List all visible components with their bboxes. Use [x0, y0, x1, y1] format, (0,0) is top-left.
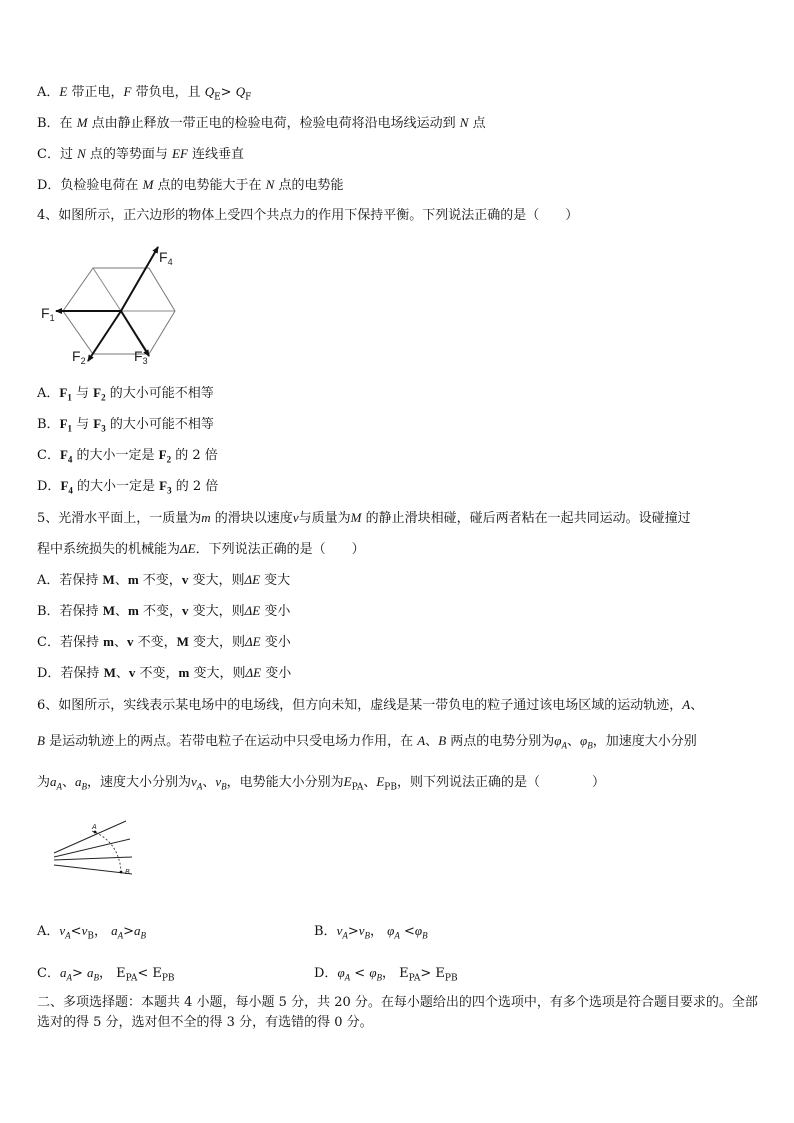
q5-option-a: A．若保持 M、m 不变，v 变大，则ΔE 变大 — [37, 572, 291, 588]
q4-option-b: B．$F_1$ 与 $F_3$ 的大小可能不相等 — [37, 416, 214, 434]
label-f3: $F_3$ — [134, 348, 148, 366]
label-f4: $F_4$ — [159, 249, 173, 267]
point-a-label: A — [92, 824, 97, 831]
q6-option-a: A．$v_A<v_B$， $a_A>a_B$ — [37, 923, 147, 942]
prev-option-d: D．负检验电荷在 M 点的电势能大于在 N 点的电势能 — [37, 177, 344, 193]
prev-option-b: B．在 M 点由静止释放一带正电的检验电荷，检验电荷将沿电场线运动到 N 点 — [37, 115, 486, 131]
q4-option-a: A．$F_1$ 与 $F_2$ 的大小可能不相等 — [37, 385, 214, 403]
q4-option-c: C．$F_4$ 的大小一定是 $F_2$ 的 2 倍 — [37, 447, 218, 465]
hexagon-force-diagram — [37, 240, 187, 368]
q6-option-c: C．$a_A> a_B$， $E_{PA}< E_{PB}$ — [37, 965, 175, 984]
prev-option-a: A．E 带正电，F 带负电，且 $Q_E> Q_F$ — [37, 84, 252, 103]
q6-stem-line1: 6、如图所示，实线表示某电场中的电场线，但方向未知，虚线是某一带负电的粒子通过该电场区域的运动轨迹，A、 — [37, 697, 704, 713]
q5-stem-line2: 程中系统损失的机械能为ΔE．下列说法正确的是（ ） — [37, 541, 365, 557]
q5-option-c: C．若保持 m、v 不变，M 变大，则ΔE 变小 — [37, 634, 291, 650]
force-f4-arrow — [121, 247, 158, 311]
q6-stem-line2: B 是运动轨迹上的两点。若带电粒子在运动中只受电场力作用，在 A、B 两点的电势分别为$\varphi_A$、$\varphi_B$，加速度大小分别 — [37, 733, 697, 751]
q5-option-d: D．若保持 M、v 不变，m 变大，则ΔE 变小 — [37, 665, 292, 681]
section-two-instructions: 二、多项选择题：本题共 4 小题，每小题 5 分，共 20 分。在每小题给出的四个选项中，有多个选项是符合题目要求的。全部选对的得 5 分，选对但不全的得 3 分，有选错的得 0 分。 — [37, 995, 758, 1030]
point-a-marker — [94, 831, 97, 834]
label-f1: $F_1$ — [41, 305, 55, 323]
label-f2: $F_2$ — [72, 348, 86, 366]
prev-option-c: C．过 N 点的等势面与 EF 连线垂直 — [37, 146, 245, 162]
q6-stem-line3: 为$a_A$、$a_B$，速度大小分别为$v_A$、$v_B$，电势能大小分别为$E_{PA}$、$E_{PB}$，则下列说法正确的是（ ） — [37, 774, 605, 793]
q4-option-d: D．$F_4$ 的大小一定是 $F_3$ 的 2 倍 — [37, 478, 219, 496]
point-b-label: B — [125, 869, 130, 876]
field-line — [54, 857, 132, 860]
particle-trajectory — [92, 831, 121, 870]
point-b-marker — [120, 871, 123, 874]
q4-stem: 4、如图所示，正六边形的物体上受四个共点力的作用下保持平衡。下列说法正确的是（ ） — [37, 208, 579, 223]
electric-field-diagram — [50, 815, 140, 887]
q5-stem-line1: 5、光滑水平面上，一质量为m 的滑块以速度v与质量为M 的静止滑块相碰，碰后两者粘在一起共同运动。设碰撞过 — [37, 510, 691, 526]
q6-option-d: D．$\varphi_A < \varphi_B$， $E_{PA}> E_{PB}$ — [314, 965, 458, 984]
q6-option-b: B．$v_A>v_B$， $\varphi_A <\varphi_B$ — [314, 923, 428, 941]
q5-option-b: B．若保持 M、m 不变，v 变大，则ΔE 变小 — [37, 603, 291, 619]
